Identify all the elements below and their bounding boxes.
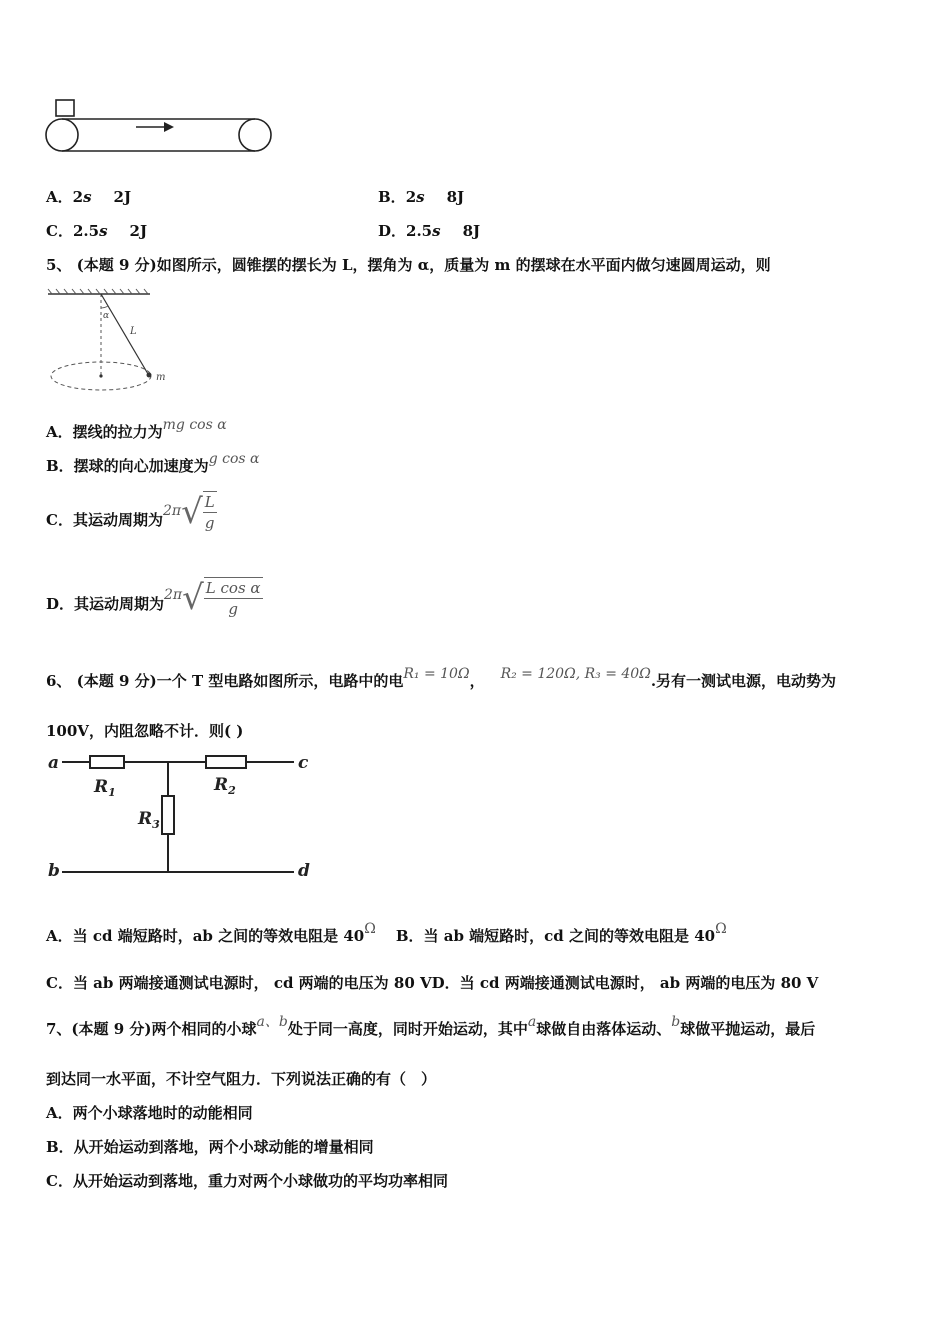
q5-option-a[interactable]: A．摆线的拉力为mg cos α xyxy=(46,417,227,441)
q7-stem: 7、(本题 9 分)两个相同的小球a、b处于同一高度，同时开始运动，其中a球做自由落体运动、b球做平抛运动，最后 xyxy=(46,1014,816,1038)
q4-option-a[interactable]: A．2s 2J xyxy=(46,188,132,206)
q6-stem-line2: 100V，内阻忽略不计．则( ) xyxy=(46,722,244,740)
label-r1: $R_1$ xyxy=(94,777,116,799)
option-letter: C． xyxy=(46,222,73,240)
q7-stem-line2: 到达同一水平面，不计空气阻力．下列说法正确的有（ ） xyxy=(46,1070,437,1088)
q7-option-a[interactable]: A．两个小球落地时的动能相同 xyxy=(46,1104,253,1122)
option-letter: B． xyxy=(378,188,406,206)
conveyor-belt-figure xyxy=(40,96,280,160)
q6-option-c-d xyxy=(46,973,818,993)
q6-option-c[interactable]: C．当 ab 两端接通测试电源时， cd 两端的电压为 80 V xyxy=(46,974,432,992)
r1-value: R₁ = 10Ω xyxy=(403,666,470,682)
alpha-label: α xyxy=(103,311,110,321)
ball-b: b xyxy=(671,1014,681,1030)
terminal-b: b xyxy=(48,861,60,881)
resistor-r1 xyxy=(90,756,124,768)
q7-option-b[interactable]: B．从开始运动到落地，两个小球动能的增量相同 xyxy=(46,1138,374,1156)
formula: g cos α xyxy=(208,451,260,467)
block xyxy=(56,100,74,116)
q7-option-c[interactable]: C．从开始运动到落地，重力对两个小球做功的平均功率相同 xyxy=(46,1172,448,1190)
ball-a: a xyxy=(527,1014,537,1030)
terminal-d: d xyxy=(298,861,310,881)
q4-option-d[interactable]: D．2.5s 8J xyxy=(378,222,481,240)
option-letter: D． xyxy=(378,222,407,240)
q5-option-d[interactable]: D．其运动周期为2π√ $\frac{\text{L cos α}}{g}$ xyxy=(46,577,261,618)
q5-option-b[interactable]: B．摆球的向心加速度为g cos α xyxy=(46,451,260,475)
q5-option-c[interactable]: C．其运动周期为2π√ $\frac{L}{g}$ xyxy=(46,491,215,532)
r2-r3-values: R₂ = 120Ω, R₃ = 40Ω xyxy=(500,666,651,682)
sqrt-fraction: $\frac{\text{L cos α}}{g}$ xyxy=(205,578,261,618)
resistor-r2 xyxy=(206,756,246,768)
q6-stem: 6、 (本题 9 分)一个 T 型电路如图所示，电路中的电R₁ = 10Ω， R₂ = 120Ω, R₃ = 40Ω.另有一测试电源，电动势为 xyxy=(46,666,837,690)
label-r3: $R_3$ xyxy=(138,809,160,831)
q5-stem: 5、 (本题 9 分)如图所示，圆锥摆的摆长为 L，摆角为 α，质量为 m 的摆球在水平面内做匀速圆周运动，则 xyxy=(46,256,771,274)
length-label: L xyxy=(130,326,137,337)
right-pulley xyxy=(239,119,271,151)
q6-option-a-b xyxy=(46,921,727,947)
t-circuit-figure xyxy=(44,748,324,888)
balls-ab: a、b xyxy=(256,1014,288,1030)
q6-option-a[interactable]: A．当 cd 端短路时，ab 之间的等效电阻是 40Ω xyxy=(46,921,376,945)
option-letter: A． xyxy=(46,188,73,206)
sqrt-fraction: $\frac{L}{g}$ xyxy=(204,492,215,532)
formula: mg cos α xyxy=(162,417,227,433)
terminal-c: c xyxy=(298,753,309,773)
mass-label: m xyxy=(156,372,166,383)
left-pulley xyxy=(46,119,78,151)
q6-option-d[interactable]: D．当 cd 两端接通测试电源时， ab 两端的电压为 80 V xyxy=(431,974,819,992)
conical-pendulum-figure xyxy=(44,288,174,396)
terminal-a: a xyxy=(48,753,60,773)
q4-option-b[interactable]: B．2s 8J xyxy=(378,188,465,206)
q6-option-b[interactable]: B．当 ab 端短路时，cd 之间的等效电阻是 40Ω xyxy=(395,921,727,945)
pendulum-bob xyxy=(147,373,152,378)
label-r2: $R_2$ xyxy=(214,775,236,797)
resistor-r3 xyxy=(162,796,174,834)
q4-option-c[interactable]: C．2.5s 2J xyxy=(46,222,148,240)
